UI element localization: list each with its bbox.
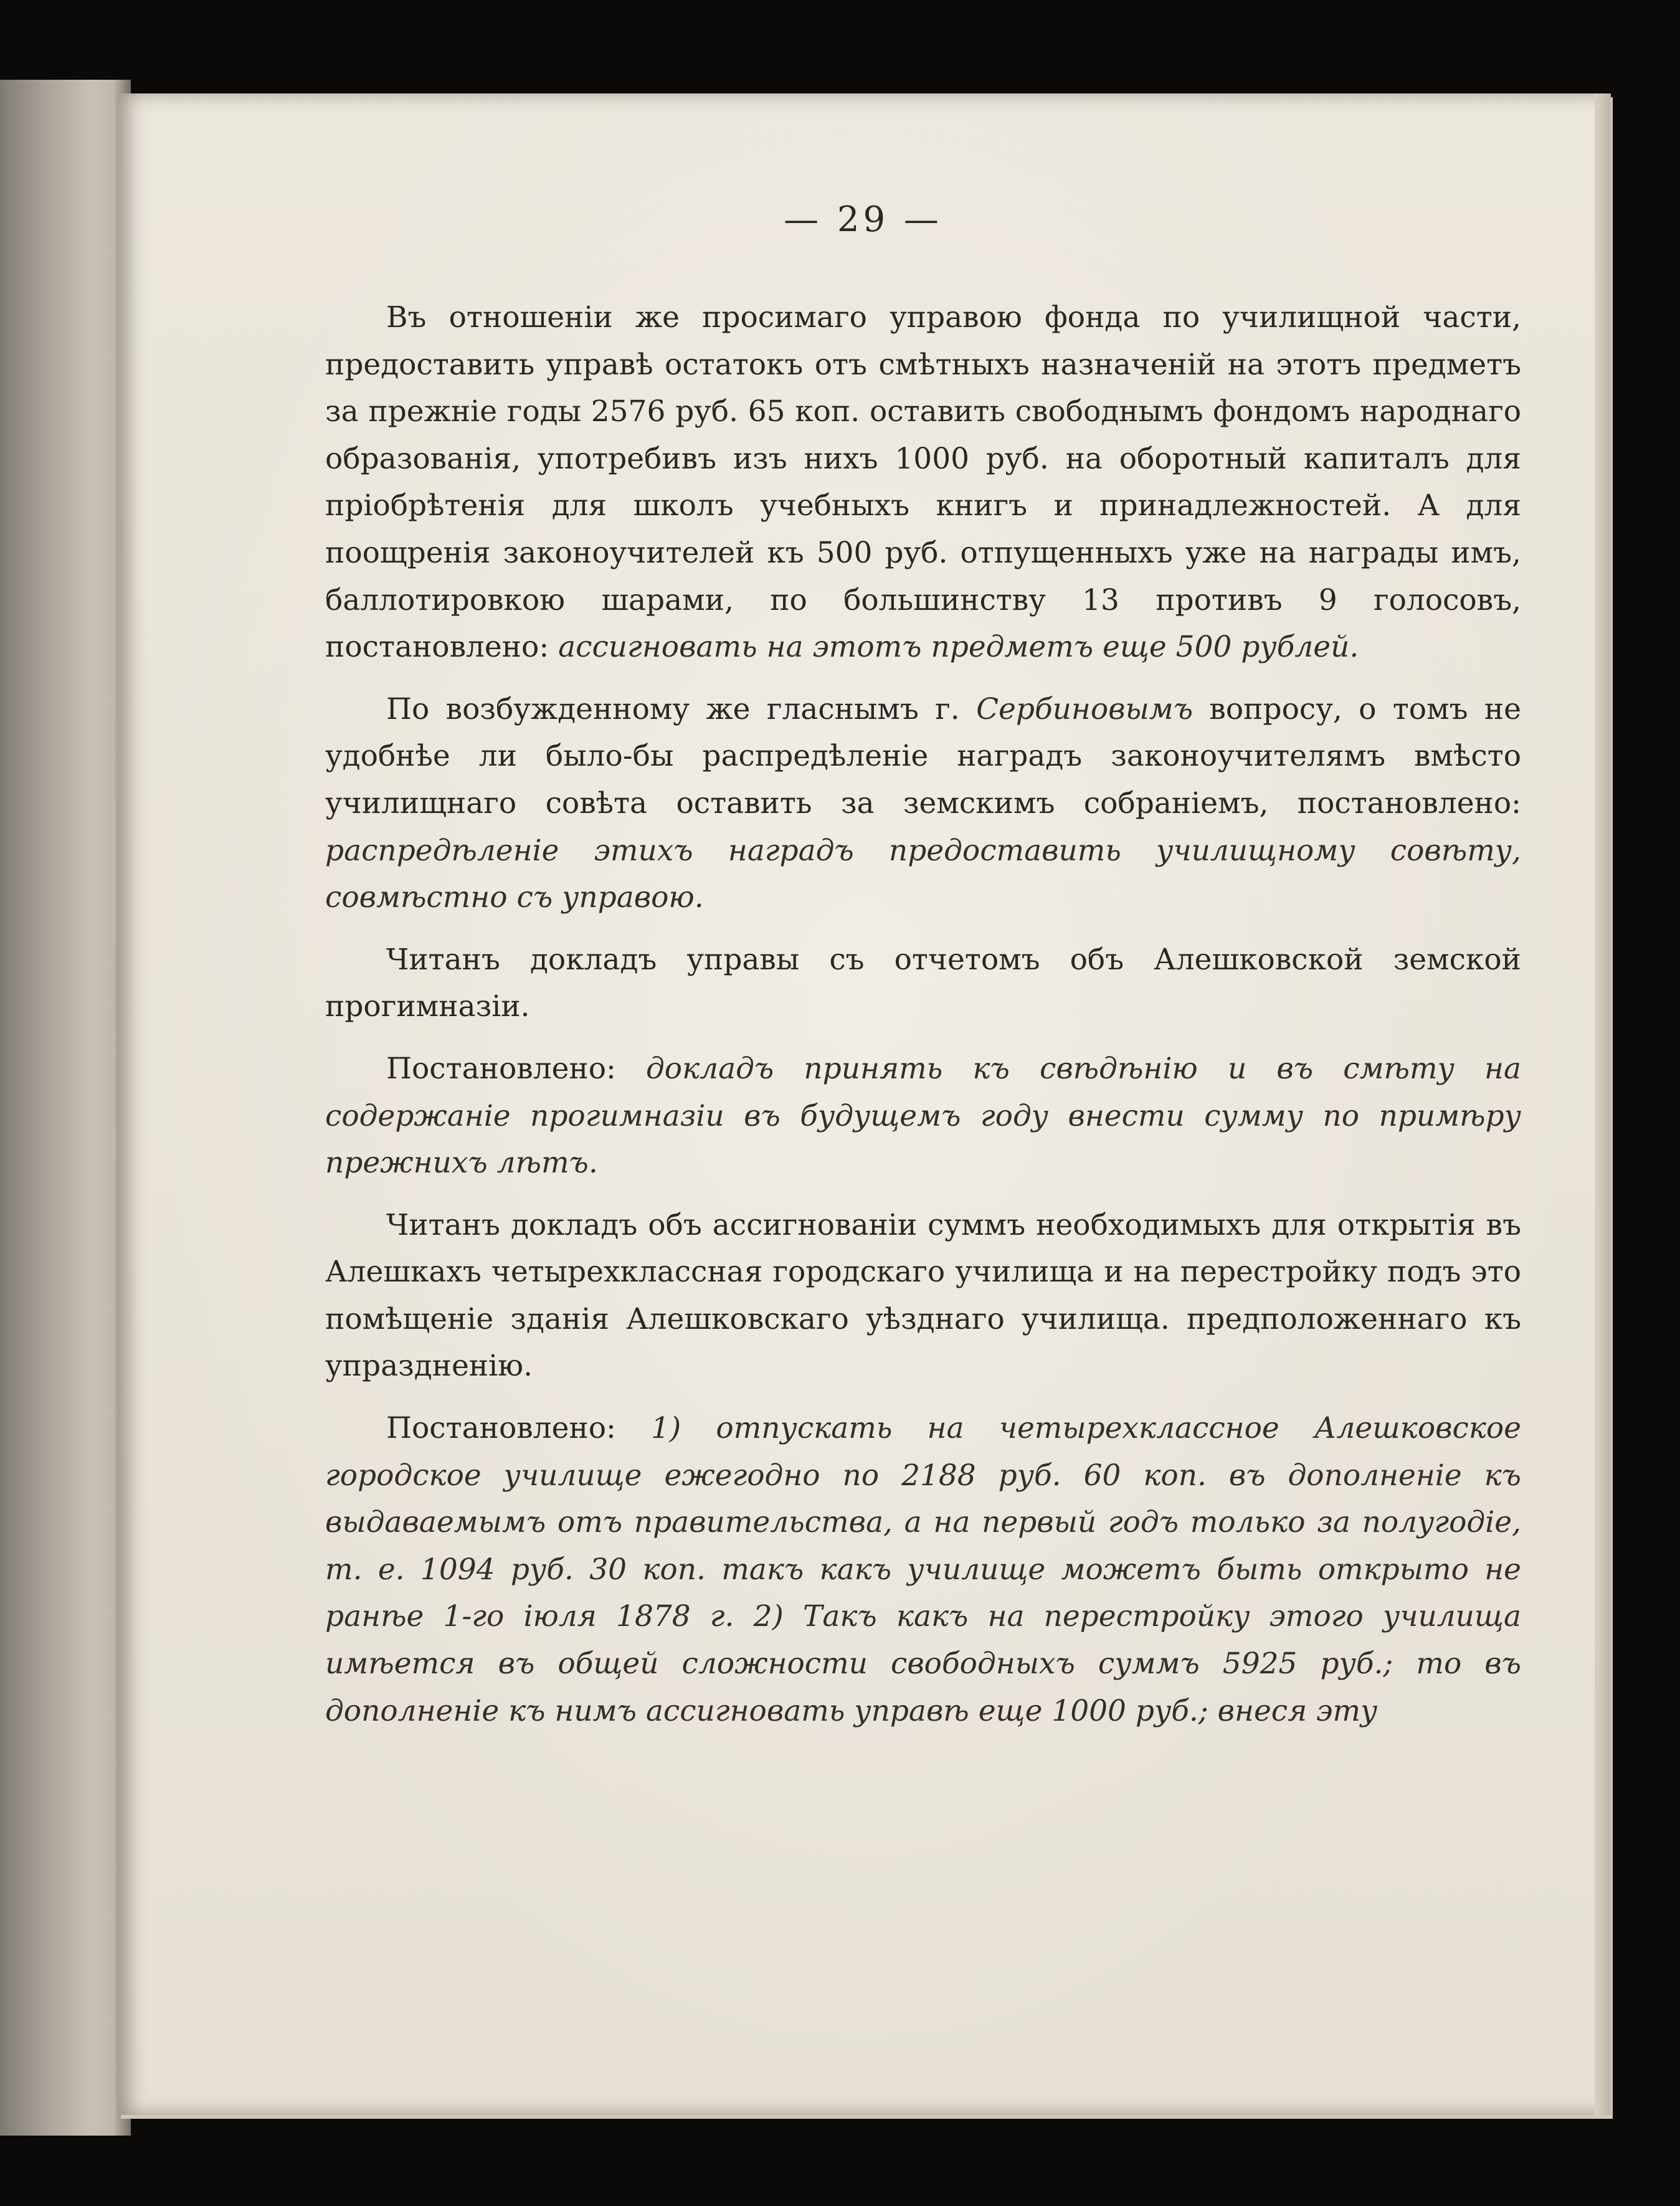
text-run: Читанъ докладъ управы съ отчетомъ объ Алешковской земской прогимназіи. <box>325 942 1521 1024</box>
paragraph <box>325 294 1521 671</box>
italic-text-run: Сербиновымъ <box>976 692 1194 726</box>
paragraph <box>325 1045 1521 1187</box>
text-run: Постановлено: <box>386 1051 647 1086</box>
paragraph <box>325 686 1521 921</box>
page-right-edge <box>1595 93 1611 2115</box>
page-body <box>325 294 1521 1734</box>
text-run: По возбужденному же гласнымъ г. <box>386 692 977 726</box>
paragraph <box>325 1202 1521 1390</box>
text-run: Читанъ докладъ объ ассигнованіи суммъ необходимыхъ для открытія въ Алешкахъ четырехклассная городскаго училища и на перестройку подъ это помѣщеніе зданія Алешковскаго уѣзднаго училища. предположеннаго къ упраздненію. <box>325 1207 1521 1384</box>
paragraph <box>325 1405 1521 1734</box>
text-run: Въ отношеніи же просимаго управою фонда по училищной части, предоставить управѣ остатокъ отъ смѣтныхъ назначеній на этотъ предметъ за прежніе годы 2576 руб. 65 коп. оставить свободнымъ фондомъ народнаго образованія, употребивъ изъ нихъ 1000 руб. на оборотный капиталъ для пріобрѣтенія для школъ учебныхъ книгъ и принадлежностей. А для поощренія законоучителей къ 500 руб. отпущенныхъ уже на награды имъ, баллотировкою шарами, по большинству 13 противъ 9 голосовъ, постановлено: <box>325 300 1521 665</box>
left-page-edge <box>0 80 131 2136</box>
paragraph <box>325 936 1521 1030</box>
italic-text-run: распредѣленіе этихъ наградъ предоставить училищному совѣту, совмѣстно съ управою. <box>325 833 1521 915</box>
text-run: вопросу, о томъ не удобнѣе ли было-бы распредѣленіе наградъ законоучителямъ вмѣсто училищнаго совѣта оставить за земскимъ собраніемъ, постановлено: <box>325 692 1522 820</box>
book-page <box>117 93 1609 2115</box>
page-number: — 29 — <box>784 199 942 240</box>
italic-text-run: докладъ принять къ свѣдѣнію и въ смѣту на содержаніе прогимназіи въ будущемъ году внести сумму по примѣру прежнихъ лѣтъ. <box>325 1051 1521 1181</box>
italic-text-run: 1) отпускать на четырехклассное Алешковское городское училище ежегодно по 2188 руб. 60 коп. въ дополненіе къ выдаваемымъ отъ правительства, а на первый годъ только за полугодіе, т. е. 1094 руб. 30 коп. такъ какъ училище можетъ быть открыто не ранѣе 1-го іюля 1878 г. 2) Такъ какъ на перестройку этого училища имѣется въ общей сложности свободныхъ суммъ 5925 руб.; то въ дополненіе къ нимъ ассигновать управѣ еще 1000 руб.; внеся эту <box>325 1411 1521 1728</box>
italic-text-run: ассигновать на этотъ предметъ еще 500 рублей. <box>558 630 1359 665</box>
text-run: Постановлено: <box>386 1411 652 1446</box>
